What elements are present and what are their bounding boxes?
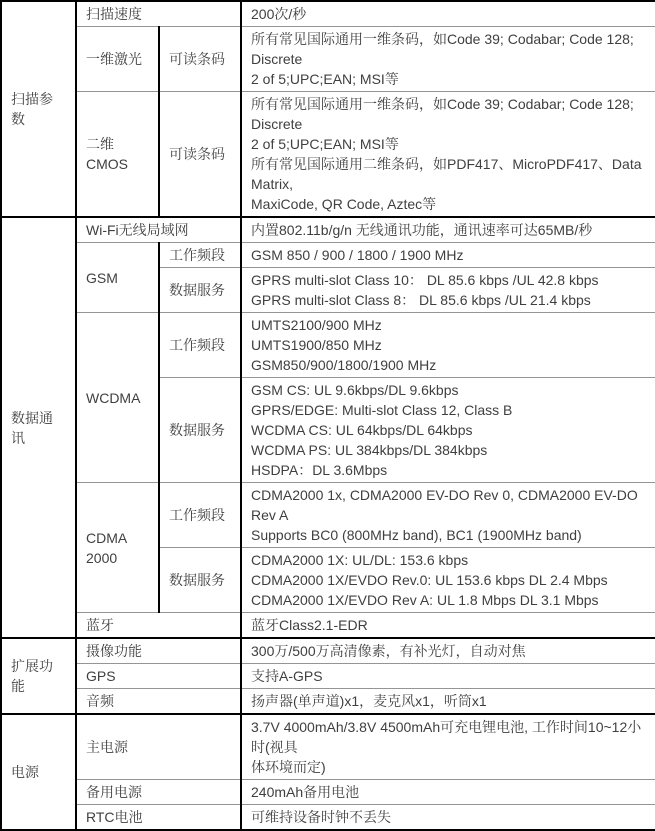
- section-label: 数据通讯: [1, 217, 76, 638]
- spec-value-line: GPRS multi-slot Class 10： DL 85.6 kbps /UL 42.8 kbps: [251, 272, 599, 288]
- spec-subname: 可读条码: [159, 92, 241, 218]
- spec-subname: 数据服务: [159, 378, 241, 483]
- spec-value-line: 3.7V 4000mAh/3.8V 4500mAh可充电锂电池, 工作时间10~12小时(视具: [251, 719, 642, 755]
- spec-subname: 数据服务: [159, 268, 241, 313]
- spec-value: 支持A-GPS: [241, 664, 655, 689]
- spec-name: RTC电池: [76, 805, 241, 831]
- spec-name: Wi-Fi无线局域网: [76, 217, 241, 243]
- spec-name-line: CDMA: [86, 529, 128, 546]
- table-row: [1, 638, 655, 664]
- spec-value: 300万/500万高清像素，有补光灯，自动对焦: [241, 638, 655, 664]
- spec-value-line: GSM850/900/1800/1900 MHz: [251, 357, 437, 373]
- table-row: [1, 27, 655, 92]
- spec-value-line: WCDMA PS: UL 384kbps/DL 384kbps: [251, 442, 488, 458]
- spec-value-line: 所有常见国际通用一维条码，如Code 39; Codabar; Code 128; Discrete: [251, 96, 634, 132]
- table-row: [1, 217, 655, 243]
- section-label: 扩展功能: [1, 638, 76, 714]
- spec-value-line: WCDMA CS: UL 64kbps/DL 64kbps: [251, 422, 473, 438]
- spec-value: 240mAh备用电池: [241, 780, 655, 805]
- spec-name-line: 二维: [86, 136, 114, 152]
- section-label: 电源: [1, 714, 76, 830]
- table-row: [1, 92, 655, 218]
- spec-name: 主电源: [76, 714, 241, 780]
- spec-value: [241, 714, 655, 780]
- spec-name: 音频: [76, 689, 241, 715]
- spec-name: 备用电源: [76, 780, 241, 805]
- spec-value: 内置802.11b/g/n 无线通讯功能，通讯速率可达65MB/秒: [241, 217, 655, 243]
- section-label: 扫描参数: [1, 1, 76, 217]
- spec-value-line: UMTS1900/850 MHz: [251, 337, 382, 353]
- spec-value-line: GSM CS: UL 9.6kbps/DL 9.6kbps: [251, 382, 459, 398]
- spec-value: [241, 378, 655, 483]
- table-row: [1, 805, 655, 831]
- spec-name: GSM: [76, 243, 159, 313]
- spec-name: 蓝牙: [76, 613, 241, 639]
- table-row: [1, 714, 655, 780]
- spec-subname: 数据服务: [159, 548, 241, 613]
- spec-name-line: 2000: [86, 549, 118, 566]
- spec-value: [241, 548, 655, 613]
- spec-value-line: HSDPA：DL 3.6Mbps: [251, 462, 388, 478]
- table-row: [1, 613, 655, 639]
- spec-subname: 工作频段: [159, 313, 241, 378]
- spec-name: 摄像功能: [76, 638, 241, 664]
- spec-name: 扫描速度: [76, 1, 241, 27]
- spec-value-line: UMTS2100/900 MHz: [251, 317, 382, 333]
- spec-name: [76, 92, 159, 218]
- table-row: [1, 689, 655, 715]
- spec-value: [241, 268, 655, 313]
- spec-value-line: CDMA2000 1X/EVDO Rev.0: UL 153.6 kbps DL 2.4 Mbps: [251, 572, 608, 588]
- spec-name: [76, 483, 159, 613]
- spec-value: 200次/秒: [241, 1, 655, 27]
- spec-name: GPS: [76, 664, 241, 689]
- spec-value-line: 所有常见国际通用一维条码，如Code 39; Codabar; Code 128; Discrete: [251, 31, 634, 67]
- spec-name: 一维激光: [76, 27, 159, 92]
- table-row: [1, 1, 655, 27]
- spec-value: 扬声器(单声道)x1，麦克风x1，听筒x1: [241, 689, 655, 715]
- spec-value: [241, 27, 655, 92]
- spec-value-line: 2 of 5;UPC;EAN; MSI等: [251, 71, 399, 87]
- spec-value-line: MaxiCode, QR Code, Aztec等: [251, 196, 437, 212]
- spec-value-line: 体环境而定): [251, 759, 326, 775]
- table-row: [1, 483, 655, 548]
- table-row: [1, 313, 655, 378]
- spec-value-line: CDMA2000 1X: UL/DL: 153.6 kbps: [251, 552, 469, 568]
- spec-subname: 可读条码: [159, 27, 241, 92]
- table-row: [1, 780, 655, 805]
- spec-value: [241, 92, 655, 218]
- spec-subname: 工作频段: [159, 483, 241, 548]
- spec-value-line: CDMA2000 1X/EVDO Rev A: UL 1.8 Mbps DL 3.1 Mbps: [251, 592, 599, 608]
- spec-value-line: GPRS/EDGE: Multi-slot Class 12, Class B: [251, 402, 513, 418]
- spec-value: [241, 483, 655, 548]
- spec-value: 蓝牙Class2.1-EDR: [241, 613, 655, 639]
- spec-value: 可维持设备时钟不丢失: [241, 805, 655, 831]
- spec-value-line: 2 of 5;UPC;EAN; MSI等: [251, 136, 399, 152]
- spec-subname: 工作频段: [159, 243, 241, 268]
- spec-value: [241, 313, 655, 378]
- spec-value-line: CDMA2000 1x, CDMA2000 EV-DO Rev 0, CDMA2000 EV-DO Rev A: [251, 487, 638, 523]
- spec-name-line: CMOS: [86, 156, 128, 172]
- spec-name: WCDMA: [76, 313, 159, 483]
- spec-value-line: Supports BC0 (800MHz band), BC1 (1900MHz band): [251, 527, 582, 543]
- table-row: [1, 243, 655, 268]
- spec-value: GSM 850 / 900 / 1800 / 1900 MHz: [241, 243, 655, 268]
- spec-value-line: 所有常见国际通用二维条码，如PDF417、MicroPDF417、Data Matrix,: [251, 156, 642, 192]
- spec-value-line: GPRS multi-slot Class 8： DL 85.6 kbps /UL 21.4 kbps: [251, 292, 591, 308]
- table-row: [1, 664, 655, 689]
